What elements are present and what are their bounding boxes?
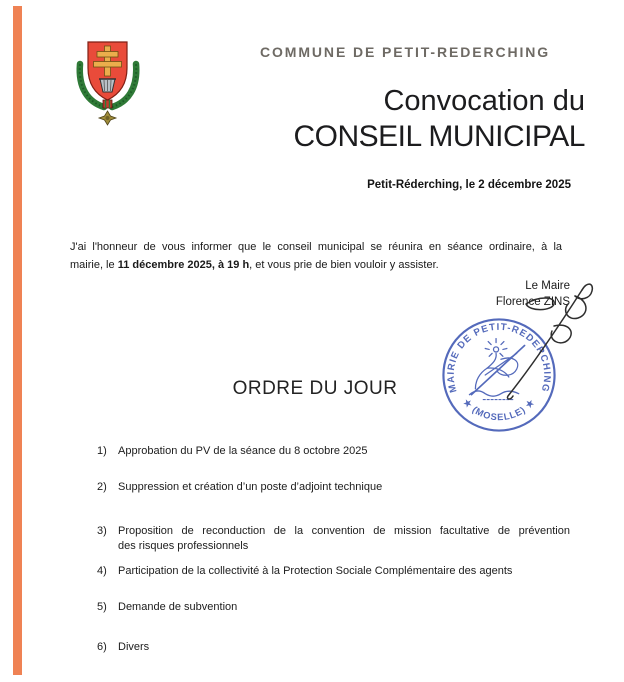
signer-name: Florence ZINS: [495, 295, 570, 308]
signer-role: Le Maire: [525, 280, 570, 292]
agenda-item-text: Suppression et création d’un poste d’adjoint technique: [118, 481, 383, 493]
left-accent-bar: [13, 6, 22, 675]
title-line-1: Convocation du: [383, 85, 585, 117]
agenda-item-2: [97, 480, 570, 495]
stamp-bottom-text: ★ (MOSELLE) ★: [461, 396, 537, 423]
title-line-2: CONSEIL MUNICIPAL: [293, 120, 585, 153]
agenda-item-1: [97, 444, 570, 459]
agenda-item-text: Proposition de reconduction de la convention de mission facultative de prévention: [118, 525, 570, 537]
agenda-item-6: [97, 640, 570, 655]
agenda-item-text: Demande de subvention: [118, 601, 238, 613]
intro-line-1: J'ai l'honneur de vous informer que le conseil municipal se réunira en séance ordinaire, à la: [70, 241, 562, 253]
coat-of-arms-icon: [68, 38, 148, 133]
agenda-item-number: 1): [97, 445, 107, 457]
handwritten-signature: [480, 274, 606, 408]
place-date-line: Petit-Réderching, le 2 décembre 2025: [367, 179, 571, 191]
agenda-item-number: 3): [97, 525, 107, 537]
agenda-item-text: Divers: [118, 641, 150, 653]
agenda-item-number: 5): [97, 601, 107, 613]
agenda-item-number: 4): [97, 565, 107, 577]
intro-paragraph: [70, 238, 562, 274]
agenda-heading: ORDRE DU JOUR: [232, 378, 398, 399]
agenda-item-3: [97, 524, 570, 554]
agenda-item-text-line2: des risques professionnels: [118, 540, 249, 552]
agenda-item-text: Approbation du PV de la séance du 8 octobre 2025: [118, 445, 368, 457]
agenda-item-5: [97, 600, 570, 615]
meeting-datetime: 11 décembre 2025, à 19 h: [117, 259, 250, 271]
stamp-top-text: MAIRIE DE PETIT-REDERCHING: [445, 321, 553, 394]
agenda-item-number: 2): [97, 481, 107, 493]
document-title: [293, 84, 585, 155]
agenda-item-number: 6): [97, 641, 107, 653]
commune-header: COMMUNE DE PETIT-REDERCHING: [260, 44, 551, 60]
intro-line-2: mairie, le 11 décembre 2025, à 19 h, et vous prie de bien vouloir y assister.: [70, 259, 439, 271]
agenda-item-text: Participation de la collectivité à la Protection Sociale Complémentaire des agents: [118, 565, 513, 577]
agenda-item-4: [97, 564, 570, 579]
